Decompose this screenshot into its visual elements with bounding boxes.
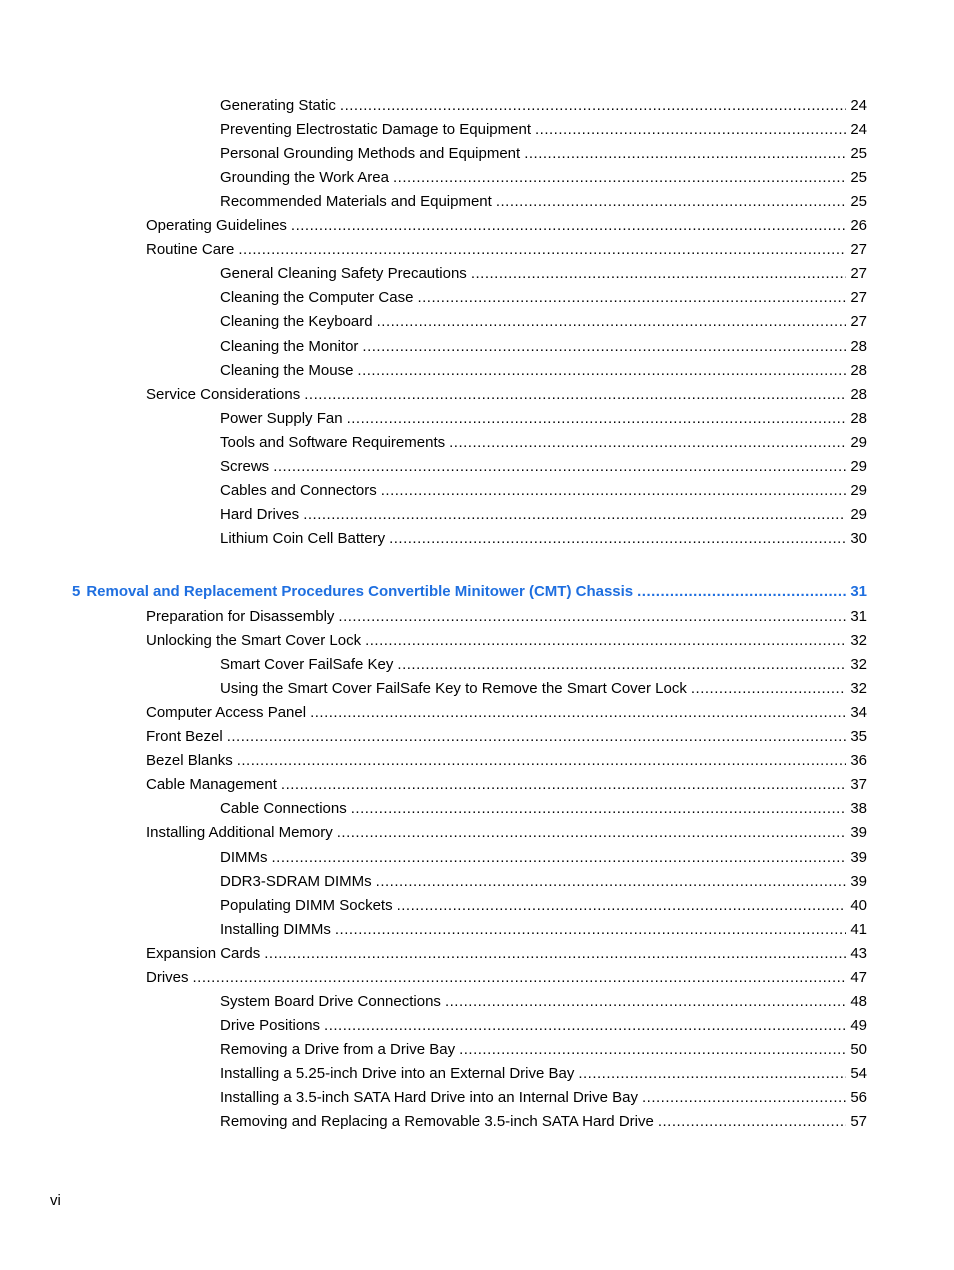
toc-dot-leader: [496, 192, 847, 212]
toc-dot-leader: [264, 944, 846, 964]
toc-entry-title: Cable Management: [146, 776, 277, 794]
toc-entry-title: Power Supply Fan: [220, 409, 343, 427]
toc-entry[interactable]: [220, 288, 867, 308]
toc-dot-leader: [377, 312, 847, 332]
toc-page-number: 38: [850, 800, 867, 818]
toc-page-number: 29: [850, 457, 867, 475]
toc-entry-title: Recommended Materials and Equipment: [220, 193, 492, 211]
toc-dot-leader: [347, 409, 847, 429]
toc-dot-leader: [397, 655, 846, 675]
toc-entry-title: Installing DIMMs: [220, 920, 331, 938]
toc-entry-title: Cleaning the Monitor: [220, 337, 359, 355]
toc-dot-leader: [237, 751, 847, 771]
toc-entry-title: Cleaning the Keyboard: [220, 313, 373, 331]
toc-entry[interactable]: [220, 992, 867, 1012]
toc-dot-leader: [338, 607, 846, 627]
toc-entry-title: System Board Drive Connections: [220, 992, 441, 1010]
toc-entry[interactable]: [220, 872, 867, 892]
toc-entry-title: Lithium Coin Cell Battery: [220, 529, 386, 547]
toc-entry-title: Operating Guidelines: [146, 217, 287, 235]
toc-entry-title: Hard Drives: [220, 505, 300, 523]
toc-page-number: 39: [850, 848, 867, 866]
toc-dot-leader: [417, 288, 846, 308]
toc-entry[interactable]: [146, 968, 867, 988]
toc-entry[interactable]: [220, 920, 867, 940]
toc-entry-title: Screws: [220, 457, 270, 475]
toc-dot-leader: [340, 96, 846, 116]
toc-entry-title: Removing a Drive from a Drive Bay: [220, 1040, 456, 1058]
toc-page-number: 29: [850, 505, 867, 523]
toc-entry[interactable]: [220, 192, 867, 212]
toc-entry-title: Drive Positions: [220, 1016, 321, 1034]
toc-page-number: 32: [850, 632, 867, 650]
toc-entry[interactable]: [220, 848, 867, 868]
toc-entry-title: Using the Smart Cover FailSafe Key to Remove the Smart Cover Lock: [220, 680, 687, 698]
toc-dot-leader: [193, 968, 847, 988]
toc-entry-title: Unlocking the Smart Cover Lock: [146, 632, 362, 650]
toc-dot-leader: [324, 1016, 846, 1036]
toc-page-number: 30: [850, 529, 867, 547]
toc-entry[interactable]: [220, 1088, 867, 1108]
toc-page-number: 29: [850, 481, 867, 499]
toc-entry-title: Removal and Replacement Procedures Convertible Minitower (CMT) Chassis: [86, 583, 634, 600]
toc-entry-title: Smart Cover FailSafe Key: [220, 656, 394, 674]
toc-entry[interactable]: [220, 144, 867, 164]
toc-entry[interactable]: [146, 775, 867, 795]
toc-entry-title: General Cleaning Safety Precautions: [220, 265, 467, 283]
toc-entry[interactable]: [220, 168, 867, 188]
toc-page-number: 43: [850, 944, 867, 962]
toc-entry-title: Installing a 5.25-inch Drive into an External Drive Bay: [220, 1064, 575, 1082]
toc-page-number: 25: [850, 145, 867, 163]
toc-page-number: 41: [850, 920, 867, 938]
toc-entry[interactable]: [220, 96, 867, 116]
toc-entry-title: Installing Additional Memory: [146, 824, 333, 842]
toc-entry-title: Grounding the Work Area: [220, 169, 389, 187]
toc-entry[interactable]: [146, 240, 867, 260]
toc-dot-leader: [303, 505, 846, 525]
toc-entry[interactable]: [220, 1040, 867, 1060]
toc-entry-title: Cable Connections: [220, 800, 347, 818]
toc-entry[interactable]: [146, 727, 867, 747]
toc-dot-leader: [658, 1112, 846, 1132]
toc-entry-title: Cables and Connectors: [220, 481, 377, 499]
toc-dot-leader: [449, 433, 846, 453]
toc-page-number: 40: [850, 896, 867, 914]
toc-entry-title: Preventing Electrostatic Damage to Equipment: [220, 121, 531, 139]
toc-entry-title: Cleaning the Mouse: [220, 361, 354, 379]
toc-chapter-number: 5: [72, 583, 81, 600]
toc-dot-leader: [642, 1088, 846, 1108]
toc-page-number: 24: [850, 121, 867, 139]
toc-entry-title: Service Considerations: [146, 385, 301, 403]
toc-entry[interactable]: [220, 481, 867, 501]
toc-dot-leader: [281, 775, 846, 795]
toc-page-number: 32: [850, 680, 867, 698]
toc-page-number: 28: [850, 361, 867, 379]
toc-entry-title: Populating DIMM Sockets: [220, 896, 393, 914]
toc-page-number: 31: [850, 608, 867, 625]
toc-page-number: 47: [850, 968, 867, 986]
toc-page-number: 27: [850, 313, 867, 331]
toc-entry[interactable]: [146, 216, 867, 236]
toc-entry[interactable]: [220, 361, 867, 381]
toc-dot-leader: [637, 582, 846, 602]
toc-dot-leader: [335, 920, 846, 940]
toc-entry-title: Expansion Cards: [146, 944, 261, 962]
toc-entry-title: Front Bezel: [146, 728, 223, 746]
toc-dot-leader: [389, 529, 846, 549]
toc-entry[interactable]: [220, 1016, 867, 1036]
toc-entry[interactable]: [146, 703, 867, 723]
toc-entry-title: Computer Access Panel: [146, 704, 307, 722]
toc-dot-leader: [351, 799, 847, 819]
toc-page-number: 28: [850, 385, 867, 403]
toc-page-number: 25: [850, 169, 867, 187]
toc-dot-leader: [272, 848, 847, 868]
toc-entry-title: Personal Grounding Methods and Equipment: [220, 145, 521, 163]
toc-dot-leader: [337, 823, 847, 843]
toc-entry-title: Tools and Software Requirements: [220, 433, 446, 451]
toc-entry-title: Installing a 3.5-inch SATA Hard Drive into an Internal Drive Bay: [220, 1089, 638, 1106]
toc-entry[interactable]: [220, 337, 867, 357]
toc-page-number: 54: [850, 1064, 867, 1082]
page-number-footer: vi: [50, 1192, 61, 1209]
toc-entry[interactable]: [146, 823, 867, 843]
toc-entry[interactable]: [146, 631, 867, 651]
toc-entry-title: Cleaning the Computer Case: [220, 289, 414, 307]
toc-page-number: 50: [850, 1040, 867, 1058]
toc-entry-title: Routine Care: [146, 241, 235, 259]
toc-dot-leader: [291, 216, 846, 236]
toc-dot-leader: [238, 240, 846, 260]
toc-dot-leader: [445, 992, 846, 1012]
toc-entry[interactable]: [220, 679, 867, 699]
toc-entry[interactable]: [146, 385, 867, 405]
toc-entry[interactable]: [220, 655, 867, 675]
toc-page-number: 39: [850, 872, 867, 890]
toc-page-number: 27: [850, 241, 867, 259]
toc-dot-leader: [459, 1040, 846, 1060]
toc-page-number: 49: [850, 1016, 867, 1034]
toc-page-number: 28: [850, 337, 867, 355]
toc-dot-leader: [691, 679, 846, 699]
toc-page-number: 26: [850, 217, 867, 235]
toc-dot-leader: [535, 120, 846, 140]
toc-entry-title: DDR3-SDRAM DIMMs: [220, 872, 372, 890]
toc-page-number: 32: [850, 656, 867, 674]
toc-page-number: 48: [850, 992, 867, 1010]
toc-dot-leader: [362, 337, 846, 357]
toc-entry-title: Drives: [146, 968, 189, 986]
toc-page-number: 28: [850, 409, 867, 427]
toc-page-number: 57: [850, 1113, 867, 1131]
toc-dot-leader: [381, 481, 847, 501]
toc-dot-leader: [273, 457, 846, 477]
toc-dot-leader: [524, 144, 846, 164]
toc-page-number: 25: [850, 193, 867, 211]
toc-entry[interactable]: [220, 312, 867, 332]
toc-page-number: 34: [850, 704, 867, 722]
toc-page-number: 37: [850, 776, 867, 794]
toc-entry[interactable]: [220, 799, 867, 819]
toc-page-number: 29: [850, 433, 867, 451]
toc-page-number: 56: [850, 1089, 867, 1106]
toc-dot-leader: [397, 896, 847, 916]
toc-page-number: 27: [850, 265, 867, 283]
toc-dot-leader: [376, 872, 847, 892]
toc-entry[interactable]: [146, 751, 867, 771]
toc-entry[interactable]: [220, 433, 867, 453]
toc-dot-leader: [578, 1064, 846, 1084]
toc-page-number: 31: [850, 583, 867, 600]
toc-entry[interactable]: [220, 1112, 867, 1132]
toc-entry[interactable]: [146, 607, 867, 627]
toc-entry[interactable]: [220, 529, 867, 549]
toc-entry[interactable]: [146, 944, 867, 964]
toc-entry-title: Bezel Blanks: [146, 752, 233, 770]
toc-dot-leader: [365, 631, 846, 651]
toc-page-number: 39: [850, 824, 867, 842]
toc-entry[interactable]: [220, 457, 867, 477]
toc-entry-title: Removing and Replacing a Removable 3.5-inch SATA Hard Drive: [220, 1113, 654, 1131]
toc-entry-title: Generating Static: [220, 97, 336, 114]
toc-entry[interactable]: [220, 1064, 867, 1084]
toc-page-number: 35: [850, 728, 867, 746]
toc-dot-leader: [227, 727, 847, 747]
toc-page-number: 36: [850, 752, 867, 770]
toc-entry-title: DIMMs: [220, 848, 268, 866]
toc-entry[interactable]: [220, 896, 867, 916]
toc-dot-leader: [393, 168, 846, 188]
toc-page-number: 27: [850, 289, 867, 307]
toc-page-number: 24: [850, 97, 867, 114]
toc-dot-leader: [304, 385, 846, 405]
toc-entry[interactable]: [220, 264, 867, 284]
toc-chapter-entry[interactable]: [72, 582, 867, 602]
toc-dot-leader: [357, 361, 846, 381]
toc-dot-leader: [310, 703, 846, 723]
toc-entry[interactable]: [220, 409, 867, 429]
toc-entry[interactable]: [220, 120, 867, 140]
toc-dot-leader: [471, 264, 847, 284]
toc-entry-title: Preparation for Disassembly: [146, 608, 335, 625]
toc-entry[interactable]: [220, 505, 867, 525]
